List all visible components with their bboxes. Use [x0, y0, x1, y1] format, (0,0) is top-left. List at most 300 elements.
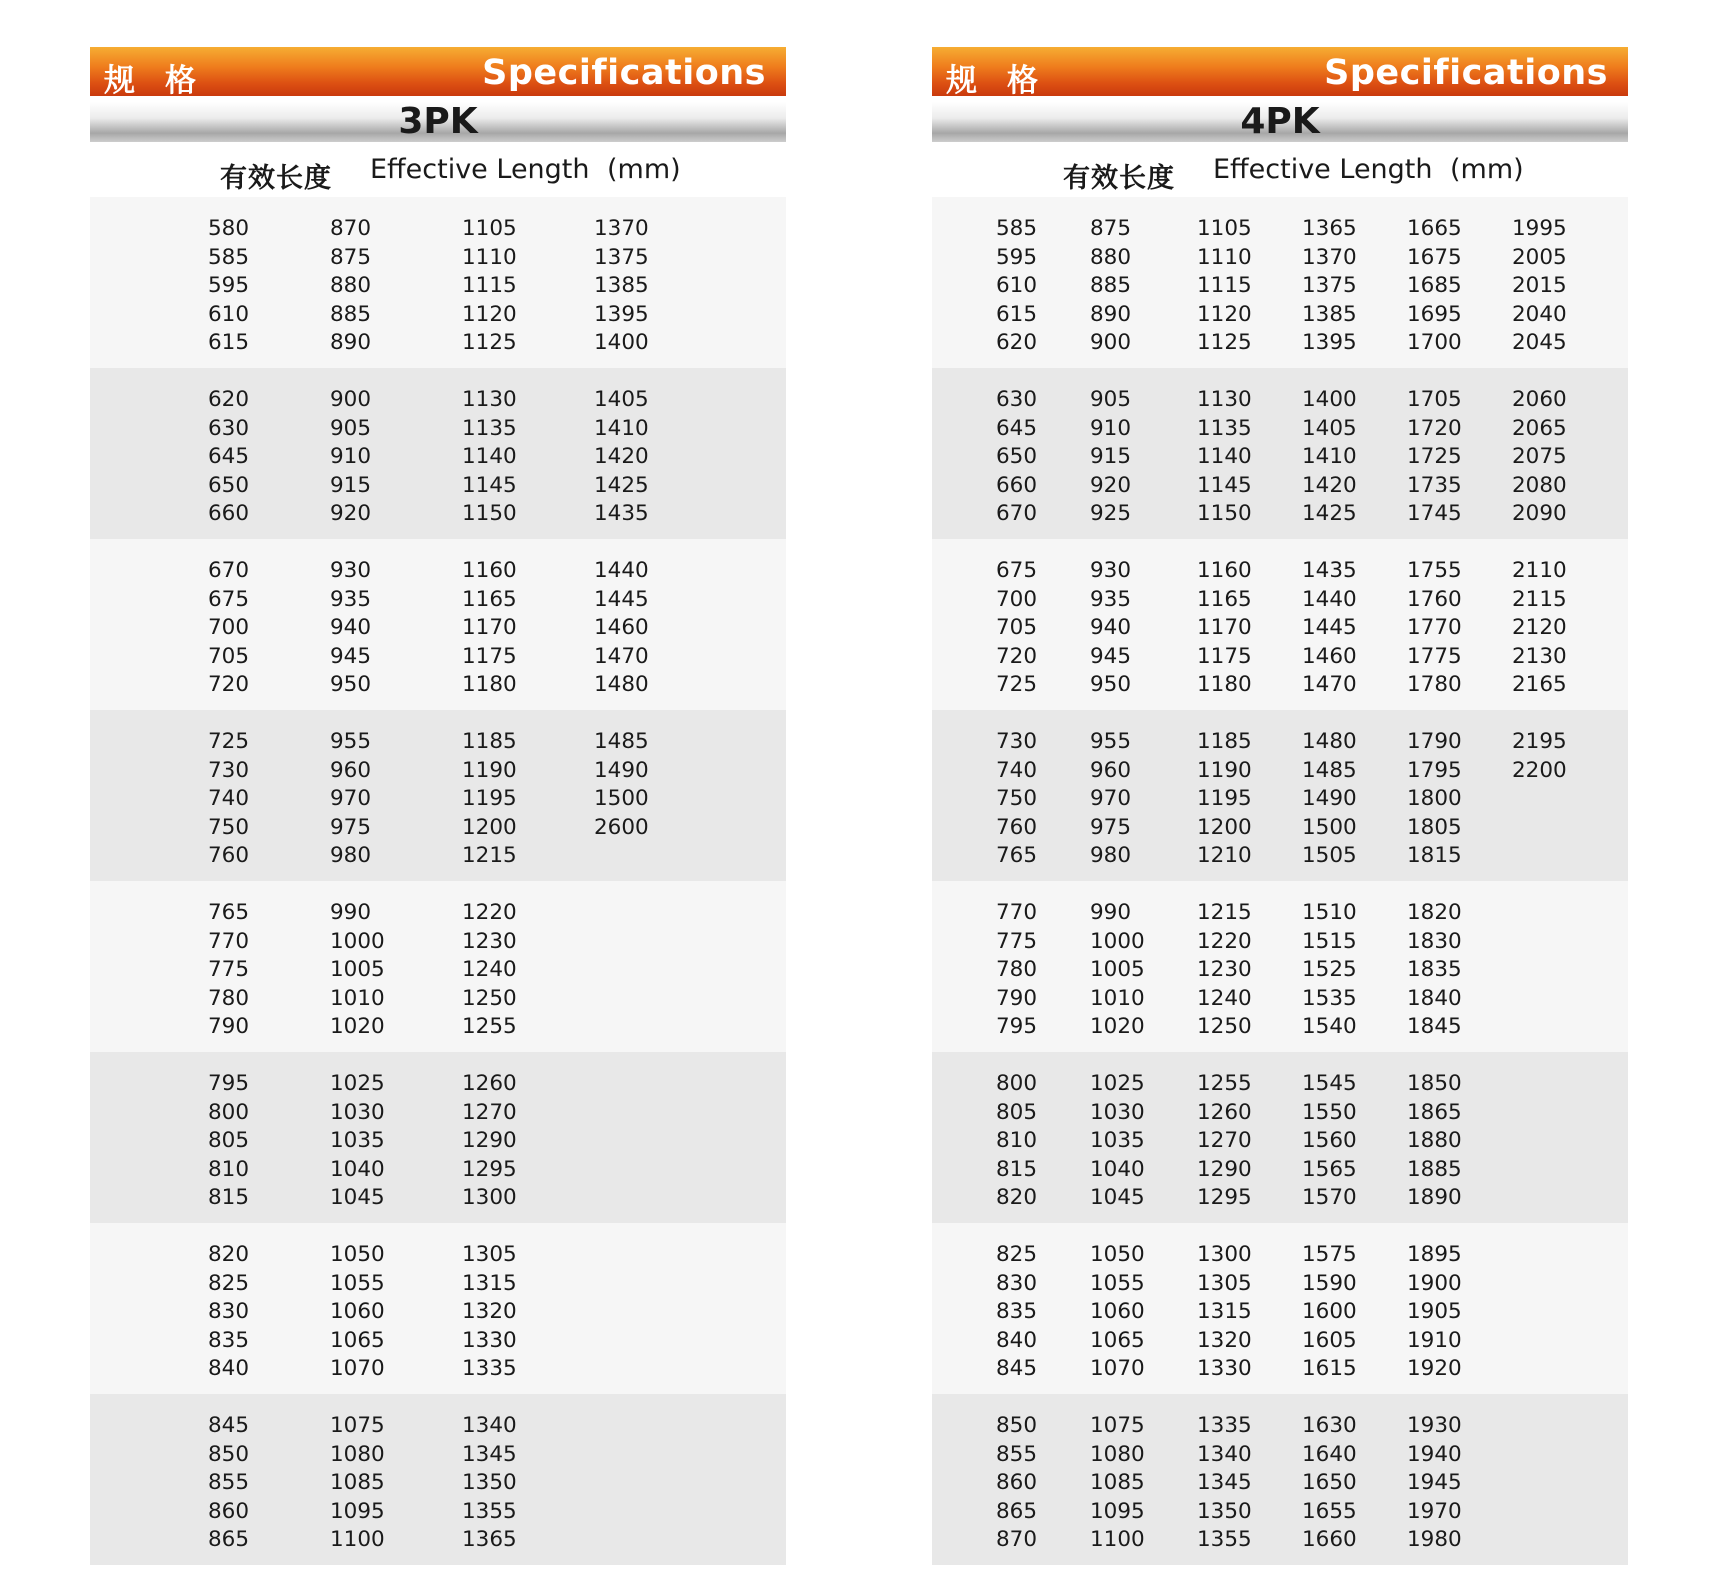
length-value: 1025	[330, 1071, 385, 1096]
length-value: 1375	[594, 244, 649, 270]
length-value: 1095	[330, 1498, 385, 1524]
length-value: 1705	[1407, 387, 1462, 412]
length-value: 765	[996, 843, 1038, 868]
length-value: 1060	[330, 1299, 385, 1324]
length-label-en: Effective Length	[1213, 154, 1433, 185]
length-value: 610	[208, 301, 250, 327]
length-value: 1460	[594, 615, 649, 640]
length-value: 1170	[1197, 615, 1252, 640]
length-value: 1600	[1302, 1299, 1357, 1324]
spec-header-bar	[932, 47, 1628, 99]
length-value: 1770	[1407, 615, 1462, 640]
length-value: 1120	[1197, 301, 1252, 327]
spec-title-en: Specifications	[1324, 53, 1608, 93]
length-value: 1270	[462, 1099, 517, 1125]
length-value: 2110	[1512, 558, 1567, 583]
model-title-bar	[90, 102, 786, 142]
length-value: 880	[330, 273, 372, 298]
length-value: 1640	[1302, 1441, 1357, 1467]
length-value: 865	[208, 1527, 250, 1552]
length-value: 1030	[1090, 1099, 1145, 1125]
length-value: 615	[208, 330, 250, 355]
length-value: 1050	[330, 1242, 385, 1267]
length-value: 790	[996, 985, 1038, 1011]
length-value: 725	[208, 729, 250, 754]
length-value: 1550	[1302, 1099, 1357, 1125]
length-value: 1035	[1090, 1128, 1145, 1153]
length-value: 1480	[594, 672, 649, 697]
length-value: 1845	[1407, 1014, 1462, 1039]
length-value: 1080	[330, 1441, 385, 1467]
length-value: 1220	[1197, 928, 1252, 954]
length-value: 1435	[1302, 558, 1357, 583]
length-value: 1370	[594, 216, 649, 241]
length-value: 1005	[330, 957, 385, 982]
length-value: 1760	[1407, 586, 1462, 612]
length-value: 630	[996, 387, 1038, 412]
length-value: 1590	[1302, 1270, 1357, 1296]
length-value: 1300	[1197, 1242, 1252, 1267]
length-value: 1270	[1197, 1128, 1252, 1153]
length-value: 720	[208, 672, 250, 697]
length-value: 1420	[1302, 472, 1357, 498]
length-value: 795	[208, 1071, 250, 1096]
length-value: 1490	[1302, 786, 1357, 811]
length-value: 1820	[1407, 900, 1462, 925]
length-value: 1910	[1407, 1327, 1462, 1353]
length-value: 700	[996, 586, 1038, 612]
length-value: 1305	[1197, 1270, 1252, 1296]
length-value: 920	[330, 501, 372, 526]
length-value: 1215	[1197, 900, 1252, 925]
length-value: 1400	[594, 330, 649, 355]
length-value: 2040	[1512, 301, 1567, 327]
length-value: 1565	[1302, 1156, 1357, 1182]
spec-title-cn: 规格	[104, 63, 226, 99]
length-value: 645	[208, 444, 250, 469]
length-value: 2045	[1512, 330, 1567, 355]
length-value: 1535	[1302, 985, 1357, 1011]
table-band	[90, 710, 786, 881]
table-band	[90, 881, 786, 1052]
length-value: 675	[208, 586, 250, 612]
length-value: 940	[1090, 615, 1132, 640]
table-band	[90, 197, 786, 368]
length-value: 1650	[1302, 1470, 1357, 1495]
length-value: 1460	[1302, 643, 1357, 669]
length-value: 1890	[1407, 1185, 1462, 1210]
length-value: 805	[996, 1099, 1038, 1125]
length-value: 1880	[1407, 1128, 1462, 1153]
table-band	[932, 881, 1628, 1052]
length-value: 1200	[1197, 814, 1252, 840]
length-value: 830	[208, 1299, 250, 1324]
length-value: 1330	[462, 1327, 517, 1353]
length-value: 760	[208, 843, 250, 868]
length-value: 915	[330, 472, 372, 498]
length-value: 1445	[594, 586, 649, 612]
length-value: 1920	[1407, 1356, 1462, 1381]
length-value: 875	[330, 244, 372, 270]
length-value: 1515	[1302, 928, 1357, 954]
length-value: 1355	[1197, 1527, 1252, 1552]
length-value: 775	[996, 928, 1038, 954]
length-value: 860	[996, 1470, 1038, 1495]
length-value: 705	[208, 643, 250, 669]
length-value: 1885	[1407, 1156, 1462, 1182]
table-band	[932, 1052, 1628, 1223]
table-band	[932, 1394, 1628, 1565]
length-value: 825	[208, 1270, 250, 1296]
table-band	[932, 539, 1628, 710]
length-value: 1160	[462, 558, 517, 583]
length-value: 1290	[1197, 1156, 1252, 1182]
length-value: 1480	[1302, 729, 1357, 754]
length-value: 1790	[1407, 729, 1462, 754]
length-value: 1315	[1197, 1299, 1252, 1324]
length-value: 885	[330, 301, 372, 327]
length-value: 1365	[462, 1527, 517, 1552]
length-value: 1230	[462, 928, 517, 954]
length-value: 1510	[1302, 900, 1357, 925]
length-value: 905	[330, 415, 372, 441]
length-value: 1065	[1090, 1327, 1145, 1353]
length-value: 975	[1090, 814, 1132, 840]
length-value: 1470	[594, 643, 649, 669]
length-value: 1340	[462, 1413, 517, 1438]
length-value: 955	[1090, 729, 1132, 754]
length-value: 1035	[330, 1128, 385, 1153]
length-value: 1630	[1302, 1413, 1357, 1438]
length-value: 2015	[1512, 273, 1567, 298]
length-value: 1250	[1197, 1014, 1252, 1039]
spec-panel-4pk	[932, 47, 1628, 1565]
length-value: 1305	[462, 1242, 517, 1267]
length-value: 845	[996, 1356, 1038, 1381]
length-value: 900	[1090, 330, 1132, 355]
length-value: 970	[1090, 786, 1132, 811]
length-value: 1970	[1407, 1498, 1462, 1524]
length-value: 1175	[1197, 643, 1252, 669]
length-value: 960	[1090, 757, 1132, 783]
length-value: 1795	[1407, 757, 1462, 783]
length-value: 585	[996, 216, 1038, 241]
length-value: 1045	[1090, 1185, 1145, 1210]
length-value: 1560	[1302, 1128, 1357, 1153]
length-value: 1435	[594, 501, 649, 526]
length-value: 675	[996, 558, 1038, 583]
length-value: 815	[208, 1185, 250, 1210]
length-value: 820	[208, 1242, 250, 1267]
table-band	[932, 710, 1628, 881]
length-value: 1850	[1407, 1071, 1462, 1096]
length-value: 1070	[330, 1356, 385, 1381]
length-value: 1340	[1197, 1441, 1252, 1467]
length-label-row	[90, 142, 786, 197]
length-value: 2600	[594, 814, 649, 840]
length-value: 1425	[1302, 501, 1357, 526]
length-value: 840	[208, 1356, 250, 1381]
length-value: 1470	[1302, 672, 1357, 697]
length-value: 865	[996, 1498, 1038, 1524]
length-value: 970	[330, 786, 372, 811]
length-value: 780	[208, 985, 250, 1011]
length-value: 935	[1090, 586, 1132, 612]
length-value: 1405	[594, 387, 649, 412]
length-value: 1100	[330, 1527, 385, 1552]
length-value: 1230	[1197, 957, 1252, 982]
length-value: 1030	[330, 1099, 385, 1125]
length-value: 580	[208, 216, 250, 241]
length-value: 1130	[1197, 387, 1252, 412]
length-value: 2130	[1512, 643, 1567, 669]
length-value: 1330	[1197, 1356, 1252, 1381]
length-value: 1420	[594, 444, 649, 469]
length-value: 1445	[1302, 615, 1357, 640]
length-value: 960	[330, 757, 372, 783]
length-value: 1085	[330, 1470, 385, 1495]
length-value: 1675	[1407, 244, 1462, 270]
length-value: 1725	[1407, 444, 1462, 469]
length-value: 845	[208, 1413, 250, 1438]
length-value: 890	[1090, 301, 1132, 327]
length-value: 1200	[462, 814, 517, 840]
length-value: 1010	[1090, 985, 1145, 1011]
length-value: 1150	[1197, 501, 1252, 526]
length-unit: (mm)	[1450, 154, 1524, 185]
length-value: 1055	[1090, 1270, 1145, 1296]
length-value: 935	[330, 586, 372, 612]
length-value: 1335	[462, 1356, 517, 1381]
length-value: 720	[996, 643, 1038, 669]
length-value: 1410	[1302, 444, 1357, 469]
length-value: 1185	[1197, 729, 1252, 754]
length-value: 930	[330, 558, 372, 583]
length-value: 2165	[1512, 672, 1567, 697]
length-value: 770	[208, 928, 250, 954]
length-value: 1500	[1302, 814, 1357, 840]
length-value: 1240	[1197, 985, 1252, 1011]
length-value: 910	[330, 444, 372, 469]
length-value: 1140	[462, 444, 517, 469]
length-value: 1050	[1090, 1242, 1145, 1267]
length-value: 1320	[1197, 1327, 1252, 1353]
length-value: 1355	[462, 1498, 517, 1524]
spec-title-cn: 规格	[946, 63, 1068, 99]
length-value: 1700	[1407, 330, 1462, 355]
length-value: 1840	[1407, 985, 1462, 1011]
length-value: 1195	[462, 786, 517, 811]
length-value: 1525	[1302, 957, 1357, 982]
length-value: 1485	[594, 729, 649, 754]
length-value: 2005	[1512, 244, 1567, 270]
length-value: 1250	[462, 985, 517, 1011]
length-value: 705	[996, 615, 1038, 640]
length-value: 1140	[1197, 444, 1252, 469]
length-value: 765	[208, 900, 250, 925]
length-value: 930	[1090, 558, 1132, 583]
length-value: 750	[208, 814, 250, 840]
length-value: 1980	[1407, 1527, 1462, 1552]
length-value: 870	[996, 1527, 1038, 1552]
length-value: 660	[996, 472, 1038, 498]
spec-panel-3pk	[90, 47, 786, 1565]
length-value: 1375	[1302, 273, 1357, 298]
length-value: 925	[1090, 501, 1132, 526]
length-value: 1575	[1302, 1242, 1357, 1267]
length-value: 1540	[1302, 1014, 1357, 1039]
length-value: 2080	[1512, 472, 1567, 498]
length-value: 1830	[1407, 928, 1462, 954]
length-value: 1145	[1197, 472, 1252, 498]
length-value: 1505	[1302, 843, 1357, 868]
length-value: 1385	[594, 273, 649, 298]
length-value: 1190	[1197, 757, 1252, 783]
length-value: 1300	[462, 1185, 517, 1210]
length-value: 980	[1090, 843, 1132, 868]
length-value: 1805	[1407, 814, 1462, 840]
length-value: 660	[208, 501, 250, 526]
length-value: 1125	[1197, 330, 1252, 355]
length-value: 1395	[594, 301, 649, 327]
length-value: 740	[208, 786, 250, 811]
table-band	[90, 539, 786, 710]
length-value: 945	[330, 643, 372, 669]
length-value: 1195	[1197, 786, 1252, 811]
table-band	[90, 1394, 786, 1565]
table-band	[90, 368, 786, 539]
length-label-row	[932, 142, 1628, 197]
length-value: 1240	[462, 957, 517, 982]
length-value: 1150	[462, 501, 517, 526]
length-value: 1060	[1090, 1299, 1145, 1324]
length-value: 775	[208, 957, 250, 982]
length-value: 1365	[1302, 216, 1357, 241]
length-value: 840	[996, 1327, 1038, 1353]
length-value: 990	[1090, 900, 1132, 925]
length-value: 950	[330, 672, 372, 697]
length-value: 1895	[1407, 1242, 1462, 1267]
length-value: 740	[996, 757, 1038, 783]
length-value: 620	[208, 387, 250, 412]
length-value: 1350	[1197, 1498, 1252, 1524]
length-value: 1685	[1407, 273, 1462, 298]
model-title: 3PK	[398, 101, 478, 142]
length-value: 2075	[1512, 444, 1567, 469]
length-value: 1800	[1407, 786, 1462, 811]
length-value: 855	[208, 1470, 250, 1495]
length-value: 730	[996, 729, 1038, 754]
length-value: 1190	[462, 757, 517, 783]
length-value: 1120	[462, 301, 517, 327]
length-value: 800	[208, 1099, 250, 1125]
length-value: 1440	[594, 558, 649, 583]
length-value: 1005	[1090, 957, 1145, 982]
length-value: 630	[208, 415, 250, 441]
length-value: 770	[996, 900, 1038, 925]
length-value: 885	[1090, 273, 1132, 298]
table-band	[932, 197, 1628, 368]
length-value: 595	[208, 273, 250, 298]
length-value: 1105	[1197, 216, 1252, 241]
length-value: 830	[996, 1270, 1038, 1296]
length-value: 595	[996, 244, 1038, 270]
length-value: 800	[996, 1071, 1038, 1096]
length-value: 1100	[1090, 1527, 1145, 1552]
length-value: 1170	[462, 615, 517, 640]
length-value: 855	[996, 1441, 1038, 1467]
length-value: 1135	[462, 415, 517, 441]
length-value: 1815	[1407, 843, 1462, 868]
length-value: 820	[996, 1185, 1038, 1210]
length-value: 670	[208, 558, 250, 583]
length-value: 730	[208, 757, 250, 783]
length-value: 1905	[1407, 1299, 1462, 1324]
length-value: 1260	[1197, 1099, 1252, 1125]
length-value: 1165	[1197, 586, 1252, 612]
length-value: 1345	[1197, 1470, 1252, 1495]
length-value: 1000	[330, 928, 385, 954]
length-value: 1755	[1407, 558, 1462, 583]
length-value: 1175	[462, 643, 517, 669]
length-value: 1110	[1197, 244, 1252, 270]
length-value: 1290	[462, 1128, 517, 1153]
length-value: 1350	[462, 1470, 517, 1495]
length-value: 1370	[1302, 244, 1357, 270]
length-value: 1665	[1407, 216, 1462, 241]
table-band	[932, 1223, 1628, 1394]
length-value: 585	[208, 244, 250, 270]
length-value: 1125	[462, 330, 517, 355]
length-value: 920	[1090, 472, 1132, 498]
length-value: 1400	[1302, 387, 1357, 412]
length-value: 1075	[1090, 1413, 1145, 1438]
length-value: 1440	[1302, 586, 1357, 612]
spec-title-en: Specifications	[482, 53, 766, 93]
length-value: 1115	[1197, 273, 1252, 298]
spec-header-bar	[90, 47, 786, 99]
length-value: 1500	[594, 786, 649, 811]
length-value: 1255	[462, 1014, 517, 1039]
length-value: 1065	[330, 1327, 385, 1353]
length-value: 1995	[1512, 216, 1567, 241]
length-value: 1780	[1407, 672, 1462, 697]
length-value: 1570	[1302, 1185, 1357, 1210]
length-value: 670	[996, 501, 1038, 526]
length-value: 1055	[330, 1270, 385, 1296]
length-value: 975	[330, 814, 372, 840]
length-value: 1025	[1090, 1071, 1145, 1096]
length-table	[932, 197, 1628, 1565]
length-value: 645	[996, 415, 1038, 441]
length-label-cn: 有效长度	[1063, 163, 1175, 194]
length-value: 795	[996, 1014, 1038, 1039]
length-value: 1660	[1302, 1527, 1357, 1552]
length-value: 615	[996, 301, 1038, 327]
length-value: 1315	[462, 1270, 517, 1296]
length-value: 1345	[462, 1441, 517, 1467]
length-value: 810	[996, 1128, 1038, 1153]
length-value: 905	[1090, 387, 1132, 412]
length-value: 1165	[462, 586, 517, 612]
table-band	[90, 1052, 786, 1223]
length-value: 1720	[1407, 415, 1462, 441]
length-value: 1210	[1197, 843, 1252, 868]
length-value: 980	[330, 843, 372, 868]
length-value: 1900	[1407, 1270, 1462, 1296]
length-value: 825	[996, 1242, 1038, 1267]
length-value: 945	[1090, 643, 1132, 669]
